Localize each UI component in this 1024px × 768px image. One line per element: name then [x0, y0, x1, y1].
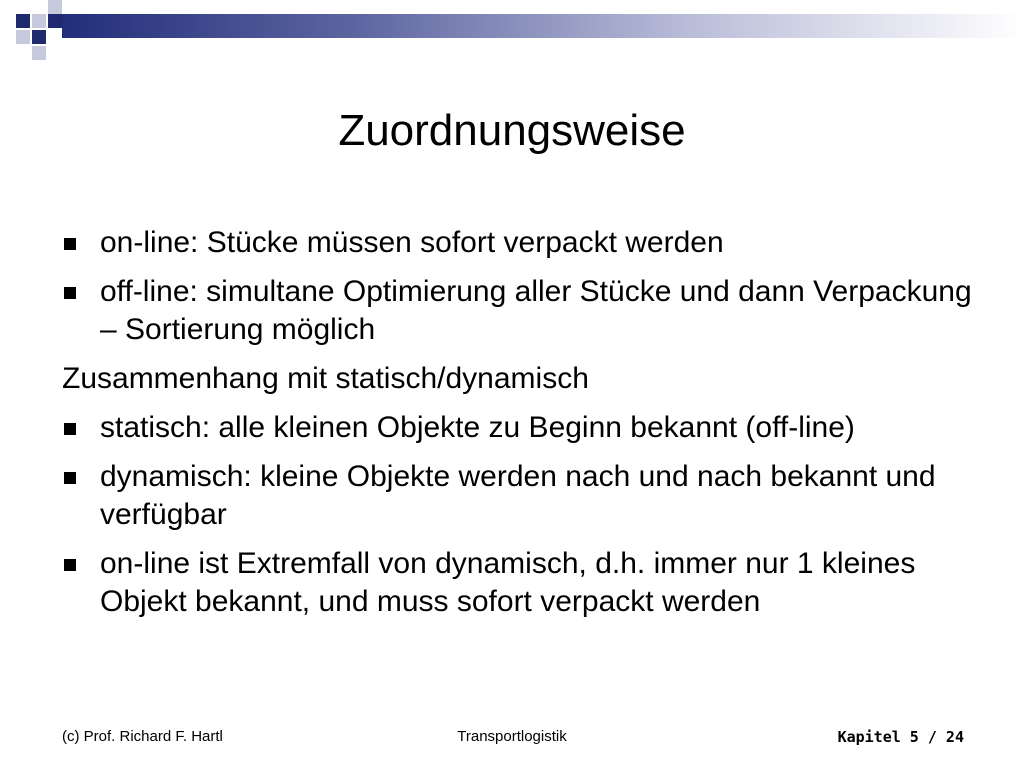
- bullet-text: off-line: simultane Optimierung aller Stücke und dann Verpackung – Sortierung möglich: [100, 275, 972, 346]
- decor-square-4: [48, 14, 62, 28]
- bullet-item: [62, 224, 982, 262]
- square-bullet-icon: [64, 423, 76, 435]
- square-bullet-icon: [64, 238, 76, 250]
- decor-square-7: [32, 30, 46, 44]
- footer-chapter: Kapitel 5 / 24: [837, 728, 964, 746]
- decor-square-3: [48, 0, 62, 14]
- bullet-item: [62, 273, 982, 349]
- bullet-item: [62, 409, 982, 447]
- bullet-item: [62, 545, 982, 621]
- section-text: Zusammenhang mit statisch/dynamisch: [62, 362, 589, 395]
- bullet-text: on-line ist Extremfall von dynamisch, d.h. immer nur 1 kleines Objekt bekannt, und muss sofort verpackt werden: [100, 547, 916, 618]
- square-bullet-icon: [64, 559, 76, 571]
- slide-content: [62, 224, 982, 632]
- footer-author: (c) Prof. Richard F. Hartl: [62, 728, 223, 745]
- square-bullet-icon: [64, 472, 76, 484]
- bullet-text: dynamisch: kleine Objekte werden nach und nach bekannt und verfügbar: [100, 460, 936, 531]
- bullet-text: statisch: alle kleinen Objekte zu Beginn bekannt (off-line): [100, 411, 855, 444]
- header-gradient-bar: [62, 14, 1024, 38]
- footer-topic: Transportlogistik: [457, 728, 567, 745]
- decor-square-5: [16, 30, 30, 44]
- decor-square-6: [32, 46, 46, 60]
- decor-square-1: [16, 14, 30, 28]
- decor-square-2: [32, 14, 46, 28]
- bullet-item: [62, 458, 982, 534]
- square-bullet-icon: [64, 287, 76, 299]
- bullet-text: on-line: Stücke müssen sofort verpackt werden: [100, 226, 724, 259]
- slide-title: Zuordnungsweise: [338, 106, 686, 155]
